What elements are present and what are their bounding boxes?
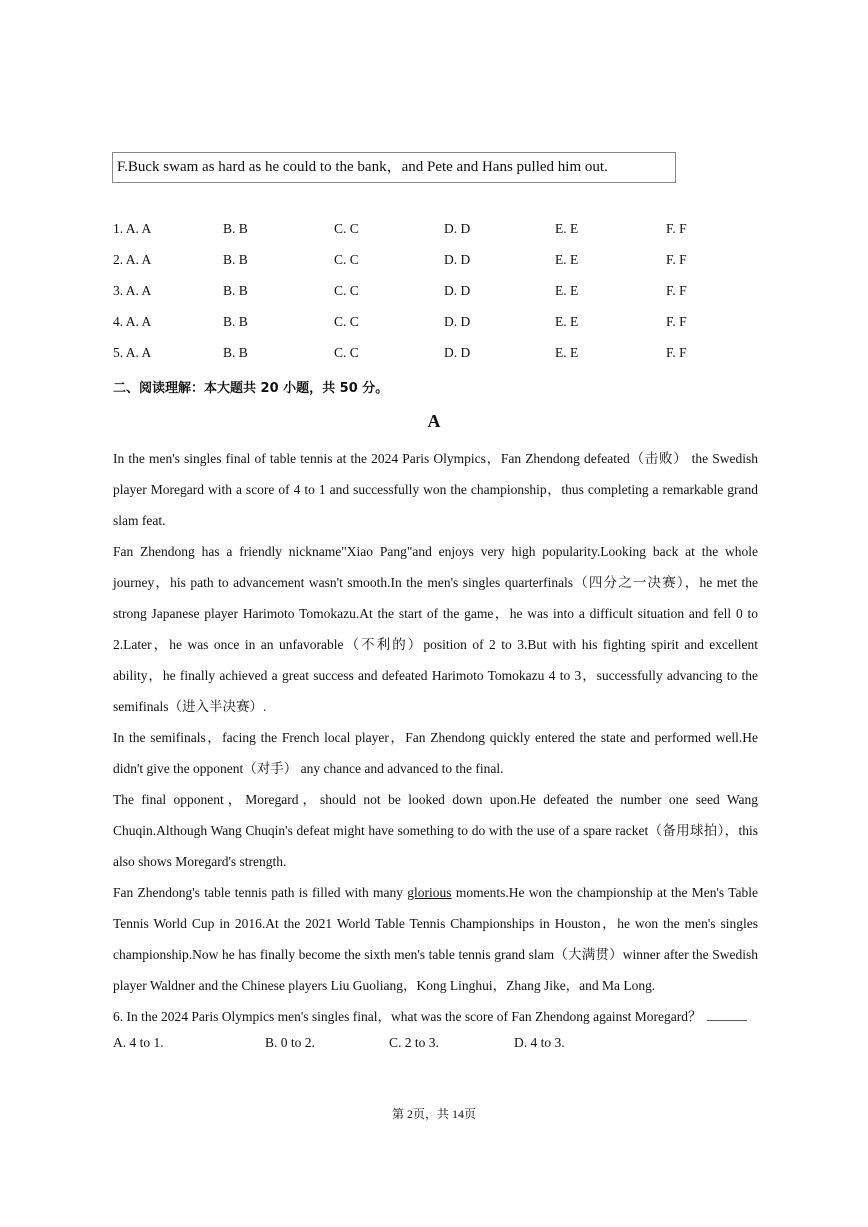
underlined-word: glorious	[407, 885, 452, 900]
page-footer: 第 2页，共 14页	[391, 1107, 476, 1121]
paragraph-text: Fan Zhendong's table tennis path is filled with many	[113, 885, 408, 900]
option-e: E. E	[555, 283, 579, 298]
question-stem	[113, 1001, 758, 1032]
choice-b: B. 0 to 2.	[265, 1035, 315, 1050]
option-e: E. E	[555, 345, 579, 360]
passage-body	[113, 443, 758, 1032]
option-c: C. C	[334, 221, 359, 236]
option-c: C. C	[334, 252, 359, 267]
option-d: D. D	[444, 252, 471, 267]
option-a: 4. A. A	[113, 314, 152, 329]
option-a: 5. A. A	[113, 345, 152, 360]
paragraph: Fan Zhendong has a friendly nickname"Xiao Pang"and enjoys very high popularity.Looking back at the whole journey，his path to advancement wasn't smooth.In the men's singles quarterfinals（四分之一决赛），he met the strong Japanese player Harimoto Tomokazu.At the start of the game，he was into a difficult situation and fell 0 to 2.Later，he was once in an unfavorable（不利的）position of 2 to 3.But with his fighting spirit and excellent ability，he finally achieved a great success and defeated Harimoto Tomokazu 4 to 3，successfully advancing to the semifinals（进入半决赛）.	[113, 544, 758, 714]
option-e: E. E	[555, 221, 579, 236]
option-e: E. E	[555, 252, 579, 267]
option-c: C. C	[334, 283, 359, 298]
choice-d: D. 4 to 3.	[514, 1035, 565, 1050]
option-d: D. D	[444, 221, 471, 236]
choice-c: C. 2 to 3.	[389, 1035, 439, 1050]
question-text: 6. In the 2024 Paris Olympics men's singles final，what was the score of Fan Zhendong against Moregard？	[113, 1009, 702, 1024]
option-f: F. F	[666, 283, 687, 298]
section-heading: 二、阅读理解：本大题共 20 小题，共 50 分。	[113, 381, 389, 396]
option-b: B. B	[223, 252, 248, 267]
option-d: D. D	[444, 345, 471, 360]
option-b: B. B	[223, 283, 248, 298]
option-a: 1. A. A	[113, 221, 152, 236]
option-f: F. F	[666, 221, 687, 236]
option-d: D. D	[444, 283, 471, 298]
choice-a: A. 4 to 1.	[113, 1035, 164, 1050]
option-b: B. B	[223, 221, 248, 236]
option-f-box: F.Buck swam as hard as he could to the bank，and Pete and Hans pulled him out.	[112, 152, 676, 183]
option-b: B. B	[223, 345, 248, 360]
option-a: 3. A. A	[113, 283, 152, 298]
option-f: F. F	[666, 252, 687, 267]
paragraph: The final opponent，Moregard，should not be looked down upon.He defeated the number one seed Wang Chuqin.Although Wang Chuqin's defeat might have something to do with the use of a spare racket（备用球拍），this also shows Moregard's strength.	[113, 792, 758, 869]
option-f: F. F	[666, 345, 687, 360]
option-d: D. D	[444, 314, 471, 329]
option-c: C. C	[334, 314, 359, 329]
option-e: E. E	[555, 314, 579, 329]
passage-title: A	[427, 411, 441, 431]
paragraph: In the men's singles final of table tennis at the 2024 Paris Olympics，Fan Zhendong defeated（击败） the Swedish player Moregard with a score of 4 to 1 and successfully won the championship，thus completing a remarkable grand slam feat.	[113, 451, 758, 528]
option-b: B. B	[223, 314, 248, 329]
paragraph: In the semifinals，facing the French local player，Fan Zhendong quickly entered the state and performed well.He didn't give the opponent（对手） any chance and advanced to the final.	[113, 730, 758, 776]
option-f: F. F	[666, 314, 687, 329]
paragraph-text: moments.He won the championship at the Men's Table Tennis World Cup in 2016.At the 2021 World Table Tennis Championships in Houston，he won the men's singles championship.Now he has finally become the sixth men's table tennis grand slam（大满贯）winner after the Swedish player Waldner and the Chinese players Liu Guoliang，Kong Linghui，Zhang Jike，and Ma Long.	[113, 885, 759, 993]
paragraph	[113, 877, 758, 1001]
option-c: C. C	[334, 345, 359, 360]
answer-blank	[707, 1008, 747, 1021]
option-a: 2. A. A	[113, 252, 152, 267]
question-choices	[113, 1035, 713, 1059]
